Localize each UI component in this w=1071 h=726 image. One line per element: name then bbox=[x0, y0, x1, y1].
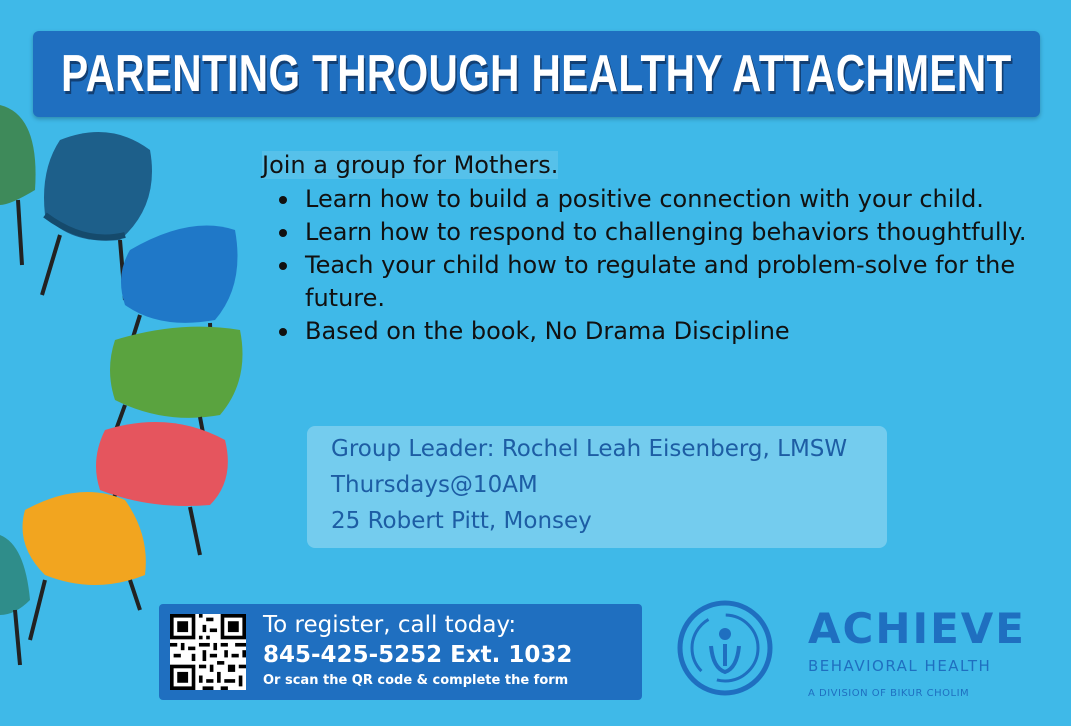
achieve-logo-icon bbox=[675, 598, 775, 698]
schedule: Thursdays@10AM bbox=[331, 472, 538, 498]
location: 25 Robert Pitt, Monsey bbox=[331, 508, 592, 534]
qr-code-icon[interactable] bbox=[170, 614, 246, 690]
bullet-list bbox=[305, 183, 1045, 348]
chair-orange-icon bbox=[23, 492, 146, 640]
chair-teal-bottom-icon bbox=[0, 535, 30, 665]
brand-subtitle: BEHAVIORAL HEALTH bbox=[808, 657, 992, 675]
phone-number[interactable]: 845-425-5252 Ext. 1032 bbox=[263, 642, 573, 668]
brand-division: A DIVISION OF BIKUR CHOLIM bbox=[808, 688, 970, 699]
details-box bbox=[307, 426, 887, 548]
intro-text: Join a group for Mothers. bbox=[262, 151, 559, 179]
bullet-item: Based on the book, No Drama Discipline bbox=[305, 315, 1045, 348]
brand-name: ACHIEVE bbox=[808, 604, 1026, 653]
register-box bbox=[159, 604, 642, 700]
bullet-item: Teach your child how to regulate and problem-solve for the future. bbox=[305, 249, 1045, 315]
page-title: PARENTING THROUGH HEALTHY ATTACHMENT bbox=[61, 45, 1012, 103]
register-prompt: To register, call today: bbox=[263, 612, 517, 638]
bullet-item: Learn how to respond to challenging behaviors thoughtfully. bbox=[305, 216, 1045, 249]
qr-instructions: Or scan the QR code & complete the form bbox=[263, 673, 569, 688]
group-leader: Group Leader: Rochel Leah Eisenberg, LMSW bbox=[331, 436, 848, 462]
chair-green-top-icon bbox=[0, 105, 36, 265]
bullet-item: Learn how to build a positive connection with your child. bbox=[305, 183, 1045, 216]
